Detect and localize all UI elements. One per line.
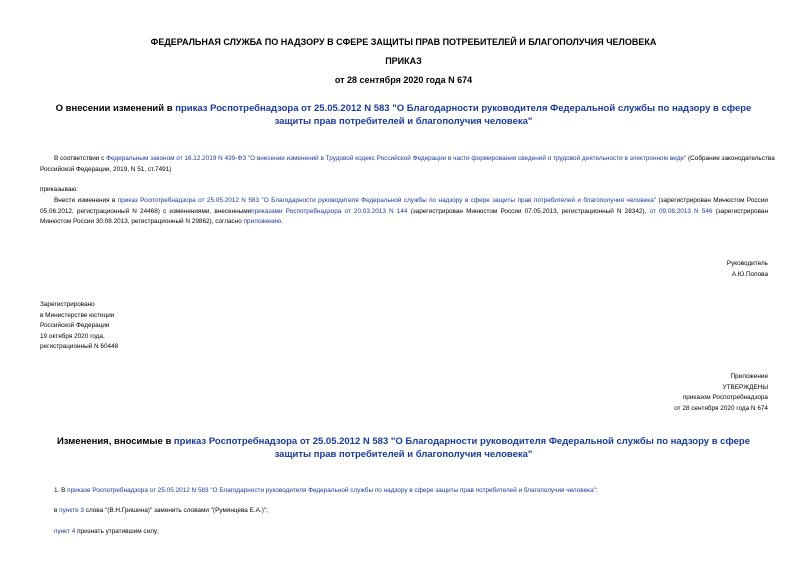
federal-law-link[interactable]: Федеральным законом от 16.12.2019 N 439-ФЗ "О внесении изменений в Трудовой кодекс Российской Федерации в части формирования сведений о трудовой деятельности в электронном виде" — [106, 155, 687, 162]
appendix-line: приказом Роспотребнадзора — [682, 394, 768, 401]
item-1-text: 1. В — [54, 487, 68, 494]
appendix-block — [500, 372, 768, 414]
signature-block — [500, 259, 768, 280]
order-583-link[interactable]: приказ Роспотребнадзора от 25.05.2012 N 583 "О Благодарности руководителя Федеральной службы по надзору в сфере защиты прав потребителей и благополучия человека" — [117, 197, 657, 204]
changes-title — [40, 435, 767, 461]
body-text-4: (зарегистрирован Минюстом России 30.08.2013, регистрационный N 29862), согласно — [40, 207, 768, 225]
registration-block — [40, 300, 290, 353]
item-1-order-link[interactable]: приказе Роспотребнадзора от 25.05.2012 N 583 "О Благодарности руководителя Федеральной службы по надзору в сфере защиты прав потребителей и благополучия человека" — [67, 487, 596, 494]
item-1 — [40, 486, 780, 497]
preamble-source: (Собрание законодательства Российской Федерации, 2019, N 51, ст.7491) — [40, 155, 775, 173]
point-3-link[interactable]: пункте 3 — [59, 507, 84, 514]
point-4-link[interactable]: пункт 4 — [54, 528, 76, 535]
item-1a — [40, 506, 780, 517]
title-order-link[interactable]: приказ Роспотребнадзора от 25.05.2012 N 583 "О Благодарности руководителя Федеральной службы по надзору в сфере защиты прав потребителей и благополучия человека" — [175, 103, 752, 127]
order-144-link[interactable]: приказами Роспотребнадзора от 20.03.2013 N 144 — [251, 207, 408, 215]
body-text-3: (зарегистрирован Минюстом России 07.05.2013, регистрационный N 28342), — [407, 207, 650, 215]
item-1b — [40, 527, 780, 538]
signature-position: Руководитель — [726, 260, 768, 267]
item-1b-rest: признать утратившим силу; — [75, 528, 159, 535]
registration-line: в Министерстве юстиции — [40, 311, 115, 319]
registration-line: Российской Федерации — [40, 322, 110, 329]
agency-heading: ФЕДЕРАЛЬНАЯ СЛУЖБА ПО НАДЗОРУ В СФЕРЕ ЗАЩИТЫ ПРАВ ПОТРЕБИТЕЛЕЙ И БЛАГОПОЛУЧИЯ ЧЕЛОВЕКА — [150, 37, 657, 47]
item-1a-rest: слова "(В.Н.Гришина)" заменить словами "(Румянцева Е.А.)"; — [83, 507, 268, 514]
body-text-2: (зарегистрирован Минюстом России 05.06.2012, регистрационный N 24468) с изменениями, внесенными — [40, 197, 768, 215]
order-word: приказываю: — [40, 186, 78, 193]
document-title — [40, 102, 767, 128]
signature-name: А.Ю.Попова — [731, 270, 768, 278]
item-1a-text: в — [54, 507, 60, 514]
registration-line: 19 октября 2020 года, — [40, 332, 105, 340]
registration-line: регистрационный N 60448 — [40, 343, 119, 350]
body-text-1: Внести изменения в — [54, 197, 118, 204]
changes-title-prefix: Изменения, вносимые в — [56, 436, 174, 447]
changes-title-order-link[interactable]: приказ Роспотребнадзора от 25.05.2012 N 583 "О Благодарности руководителя Федеральной службы по надзору в сфере защиты прав потребителей и благополучия человека" — [173, 436, 751, 460]
body-paragraph — [40, 196, 768, 228]
body-text-5: . — [281, 218, 283, 225]
order-546-link[interactable]: от 09.08.2013 N 546 — [649, 207, 713, 215]
appendix-link[interactable]: приложению — [243, 218, 282, 225]
document-type: ПРИКАЗ — [385, 56, 422, 66]
registration-line: Зарегистрировано — [40, 301, 95, 308]
item-1-colon: : — [595, 487, 598, 494]
appendix-line: от 28 сентября 2020 года N 674 — [674, 404, 768, 412]
appendix-line: УТВЕРЖДЕНЫ — [722, 383, 768, 391]
appendix-line: Приложение — [730, 373, 768, 380]
preamble-paragraph — [40, 154, 775, 175]
document-date: от 28 сентября 2020 года N 674 — [334, 75, 473, 85]
title-prefix: О внесении изменений в — [55, 103, 176, 114]
preamble-text: В соответствии с — [54, 155, 107, 162]
